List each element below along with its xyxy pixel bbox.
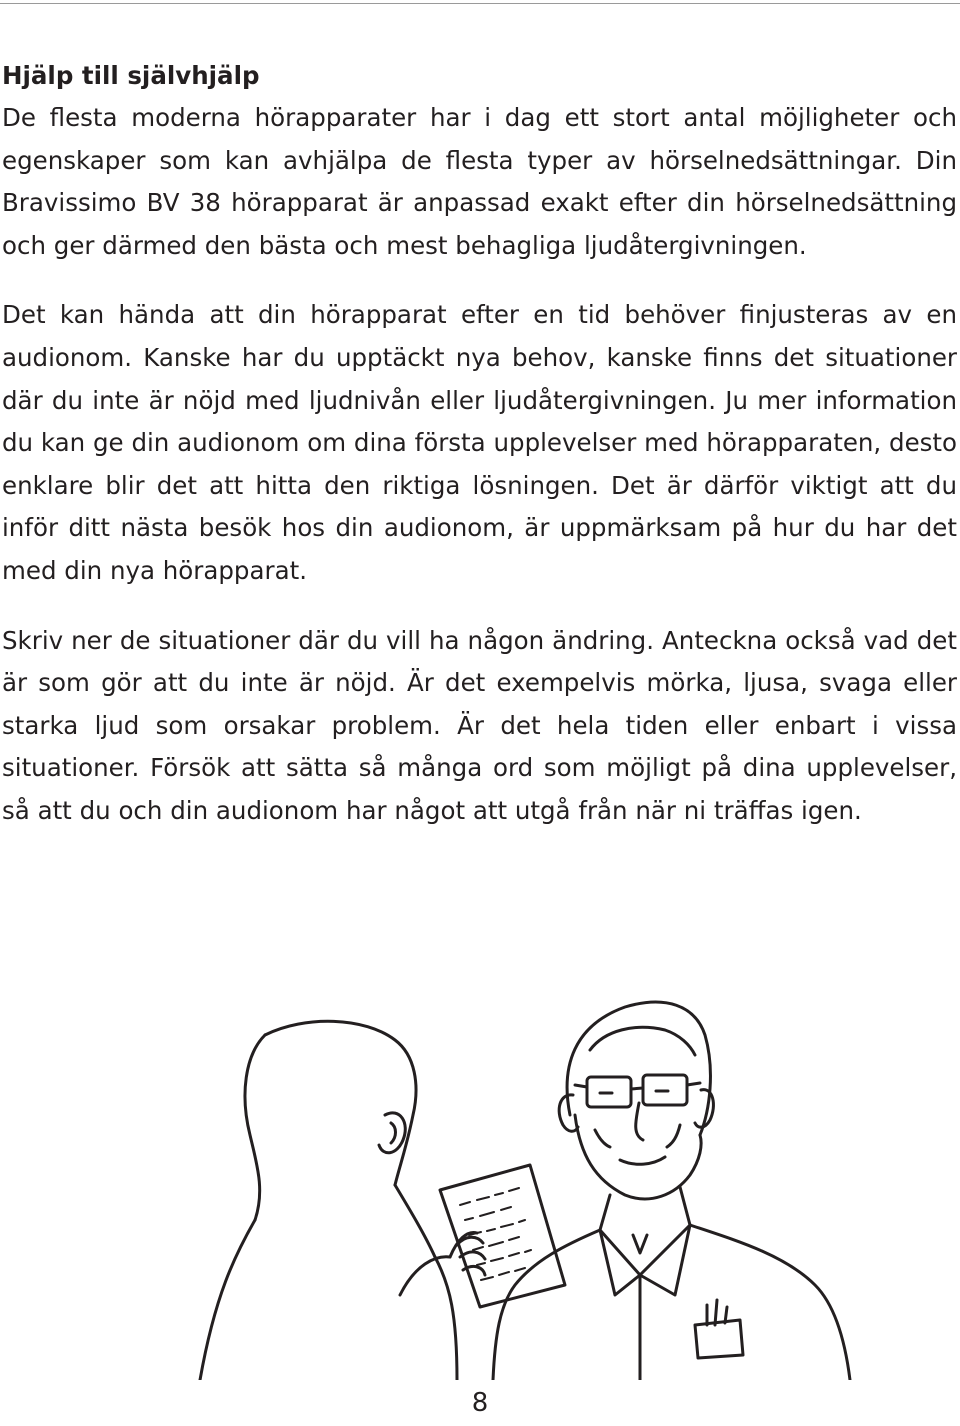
page-content	[2, 55, 957, 833]
audiologist-figure	[493, 1002, 850, 1380]
section-heading: Hjälp till självhjälp	[2, 61, 260, 90]
paragraph-2: Det kan hända att din hörapparat efter en tid behöver finjusteras av en audionom. Kanske har du upptäckt nya behov, kanske finns det situationer där du inte är nöjd med ljudnivån eller ljudåtergivningen. Ju mer information du kan ge din audionom om dina första upplevelser med hörapparaten, desto enklare blir det att hitta den riktiga lösningen. Det är därför viktigt att du inför ditt nästa besök hos din audionom, är uppmärksam på hur du har det med din nya hörapparat.	[2, 300, 957, 585]
paragraph-3: Skriv ner de situationer där du vill ha någon ändring. Anteckna också vad det är som gör att du inte är nöjd. Är det exempelvis mörka, ljusa, svaga eller starka ljud som orsakar problem. Är det hela tiden eller enbart i vissa situationer. Försök att sätta så många ord som möjligt på dina upplevelser, så att du och din audionom har något att utgå från när ni träffas igen.	[2, 625, 957, 825]
paper-sheet	[440, 1165, 565, 1307]
paragraph-1: De flesta moderna hörapparater har i dag ett stort antal möjligheter och egenskaper som kan avhjälpa de flesta typer av hörselnedsättningar. Din Bravissimo BV 38 hörapparat är anpassad exakt efter din hörselnedsättning och ger därmed den bästa och mest behagliga ljudåtergivningen.	[2, 103, 957, 260]
patient-audiologist-illustration	[195, 995, 955, 1380]
page-number: 8	[471, 1388, 489, 1418]
top-rule	[0, 3, 960, 4]
